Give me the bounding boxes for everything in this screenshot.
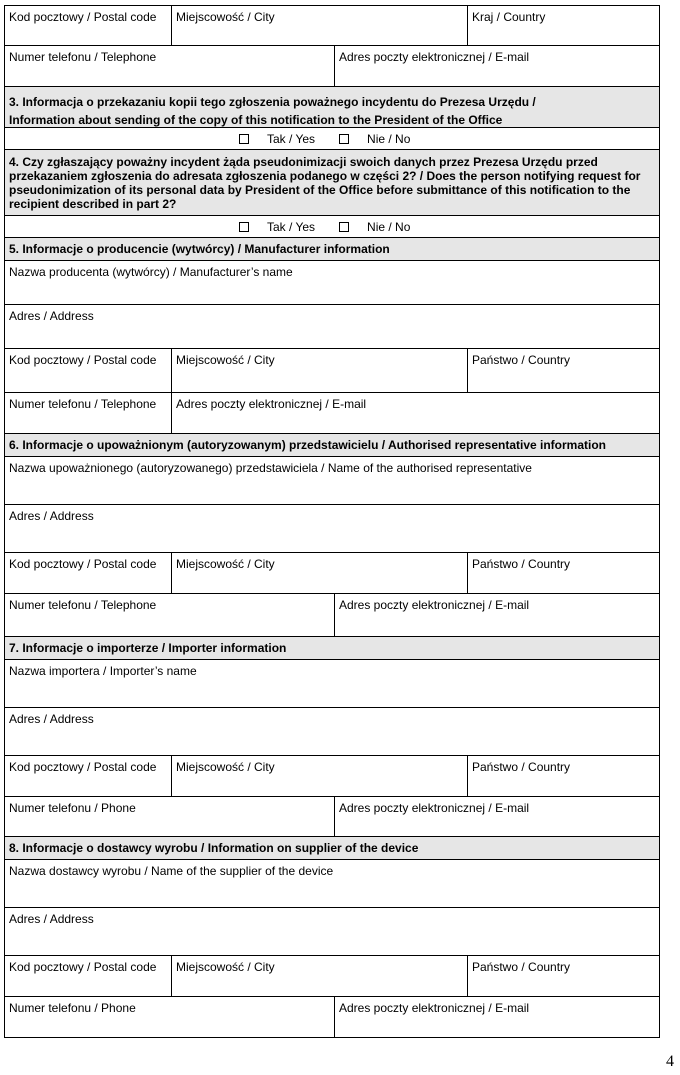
section-7-title: 7. Informacje o importerze / Importer information: [5, 637, 659, 659]
section-5-header: [4, 238, 660, 261]
section-8-postal-row: [4, 956, 660, 997]
section-5-title: 5. Informacje o producencie (wytwórcy) / Manufacturer information: [5, 238, 659, 260]
supplier-city-field[interactable]: Miejscowość / City: [171, 956, 467, 996]
top-phone-field[interactable]: Numer telefonu / Telephone: [9, 50, 157, 64]
importer-city-field[interactable]: Miejscowość / City: [171, 756, 467, 796]
section-7-header: [4, 637, 660, 660]
section-7-name-row: [4, 660, 660, 708]
section-3-yes-checkbox[interactable]: [239, 134, 249, 144]
section-7-phone-row: [4, 797, 660, 837]
supplier-phone-field[interactable]: Numer telefonu / Phone: [9, 1001, 136, 1015]
representative-email-field[interactable]: Adres poczty elektronicznej / E-mail: [334, 594, 659, 636]
supplier-email-field[interactable]: Adres poczty elektronicznej / E-mail: [334, 997, 659, 1037]
top-city-field[interactable]: Miejscowość / City: [171, 6, 467, 45]
section-3-no-option[interactable]: [339, 132, 410, 146]
section-3-yes-option[interactable]: [239, 132, 315, 146]
section-8-phone-row: [4, 997, 660, 1038]
section-6-postal-row: [4, 553, 660, 594]
section-3-title-line-1: 3. Informacja o przekazaniu kopii tego zgłoszenia poważnego incydentu do Prezesa Urzędu /: [9, 95, 536, 109]
section-3-header: [4, 87, 660, 128]
notification-form: [4, 5, 660, 1038]
section-4-no-option[interactable]: [339, 220, 410, 234]
supplier-country-field[interactable]: Państwo / Country: [467, 956, 659, 996]
representative-phone-field[interactable]: Numer telefonu / Telephone: [9, 598, 157, 612]
section-8-title: 8. Informacje o dostawcy wyrobu / Information on supplier of the device: [5, 837, 659, 859]
section-5-postal-row: [4, 349, 660, 393]
section-4-title-line-1: 4. Czy zgłaszający poważny incydent żąda pseudonimizacji swoich danych przez Prezesa Urzędu przed: [9, 155, 598, 169]
section-4-title-line-2: przekazaniem zgłoszenia do adresata zgłoszenia podanego w części 2? / Does the person notifying request for: [9, 169, 641, 183]
top-country-field[interactable]: Kraj / Country: [467, 6, 659, 45]
section-6-phone-row: [4, 594, 660, 637]
section-3-no-checkbox[interactable]: [339, 134, 349, 144]
importer-email-field[interactable]: Adres poczty elektronicznej / E-mail: [334, 797, 659, 836]
representative-postal-field[interactable]: Kod pocztowy / Postal code: [9, 557, 157, 571]
section-4-yes-option[interactable]: [239, 220, 315, 234]
representative-address-field[interactable]: Adres / Address: [9, 509, 94, 523]
section-5-address-row: [4, 305, 660, 349]
section-8-name-row: [4, 860, 660, 908]
importer-country-field[interactable]: Państwo / Country: [467, 756, 659, 796]
manufacturer-name-field[interactable]: Nazwa producenta (wytwórcy) / Manufacturer’s name: [9, 265, 293, 279]
section-4-yes-label: Tak / Yes: [267, 219, 316, 234]
representative-country-field[interactable]: Państwo / Country: [467, 553, 659, 593]
manufacturer-email-field[interactable]: Adres poczty elektronicznej / E-mail: [171, 393, 659, 433]
top-postal-row: [4, 5, 660, 46]
section-5-name-row: [4, 261, 660, 305]
section-3-title-line-2: Information about sending of the copy of this notification to the President of the Office: [9, 113, 503, 127]
manufacturer-address-field[interactable]: Adres / Address: [9, 309, 94, 323]
importer-postal-field[interactable]: Kod pocztowy / Postal code: [9, 760, 157, 774]
section-6-address-row: [4, 505, 660, 553]
section-4-header: [4, 150, 660, 216]
manufacturer-city-field[interactable]: Miejscowość / City: [171, 349, 467, 392]
representative-name-field[interactable]: Nazwa upoważnionego (autoryzowanego) przedstawiciela / Name of the authorised representative: [9, 461, 532, 475]
page-number: 4: [666, 1053, 674, 1070]
section-6-header: [4, 434, 660, 457]
section-3-yes-label: Tak / Yes: [267, 131, 316, 146]
manufacturer-phone-field[interactable]: Numer telefonu / Telephone: [9, 397, 157, 411]
supplier-name-field[interactable]: Nazwa dostawcy wyrobu / Name of the supplier of the device: [9, 864, 334, 878]
section-3-choice-row: [4, 128, 660, 150]
section-8-address-row: [4, 908, 660, 956]
section-7-address-row: [4, 708, 660, 756]
section-4-yes-checkbox[interactable]: [239, 222, 249, 232]
section-7-postal-row: [4, 756, 660, 797]
section-8-header: [4, 837, 660, 860]
section-3-no-label: Nie / No: [367, 131, 411, 146]
representative-city-field[interactable]: Miejscowość / City: [171, 553, 467, 593]
top-email-field[interactable]: Adres poczty elektronicznej / E-mail: [334, 46, 659, 86]
section-6-title: 6. Informacje o upoważnionym (autoryzowanym) przedstawicielu / Authorised representative information: [5, 434, 659, 456]
importer-address-field[interactable]: Adres / Address: [9, 712, 94, 726]
top-phone-row: [4, 46, 660, 87]
section-5-phone-row: [4, 393, 660, 434]
supplier-postal-field[interactable]: Kod pocztowy / Postal code: [9, 960, 157, 974]
section-4-title-line-3: pseudonimization of its personal data by President of the Office before submittance of this notification to the: [9, 183, 631, 197]
section-4-choice-row: [4, 216, 660, 238]
manufacturer-country-field[interactable]: Państwo / Country: [467, 349, 659, 392]
manufacturer-postal-field[interactable]: Kod pocztowy / Postal code: [9, 353, 157, 367]
section-4-title-line-4: recipient described in part 2?: [9, 197, 177, 211]
section-4-no-checkbox[interactable]: [339, 222, 349, 232]
section-6-name-row: [4, 457, 660, 505]
importer-phone-field[interactable]: Numer telefonu / Phone: [9, 801, 136, 815]
supplier-address-field[interactable]: Adres / Address: [9, 912, 94, 926]
importer-name-field[interactable]: Nazwa importera / Importer’s name: [9, 664, 197, 678]
section-4-no-label: Nie / No: [367, 219, 411, 234]
top-postal-field[interactable]: Kod pocztowy / Postal code: [9, 10, 157, 24]
